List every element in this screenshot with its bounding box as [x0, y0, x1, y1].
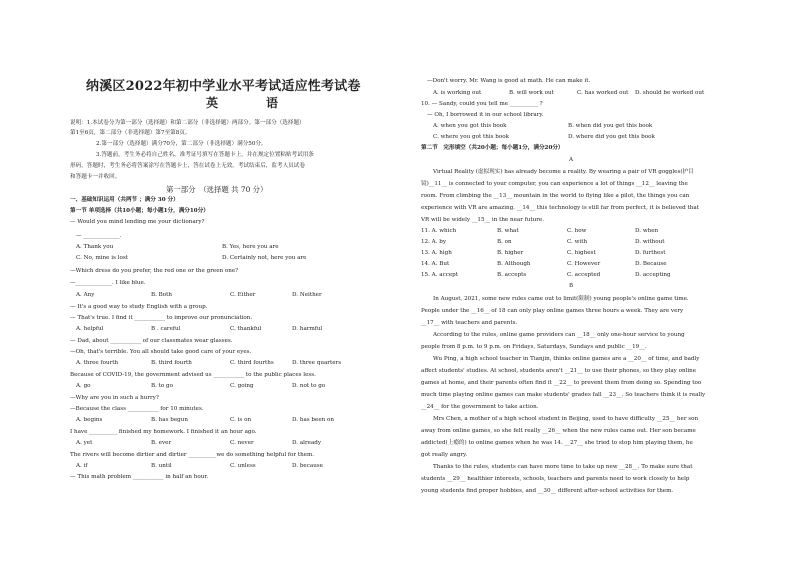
passage-b-label: B	[568, 283, 574, 289]
passage-line: young students find proper hobbies, and __30__ different after-school activities for them.	[421, 488, 674, 494]
question-stem: — This math problem ___________ in half an hour.	[70, 474, 209, 480]
cloze-option: 13. A. high	[421, 250, 452, 256]
question-stem: 10. — Sandy, could you tell me __________ ?	[421, 101, 543, 107]
option-A: A. begins	[76, 417, 103, 423]
question-stem: — It's a good way to study English with a group.	[70, 304, 208, 310]
option-A: A. is working out	[433, 90, 482, 96]
option-C: C. thankful	[230, 326, 262, 332]
section1-1-heading: 第一节 单项选择（共10小题；每小题1分，满分10分）	[70, 208, 209, 214]
question-stem: Because of COVID-19, the government advised us ___________ to the public places less.	[70, 372, 316, 378]
question-stem: — Dad, about ___________ of our classmates wear glasses.	[70, 338, 233, 344]
option-A: A. Any	[76, 292, 95, 298]
instruction-line: 第1至6页，第二部分（非选择题）第7至第8页。	[70, 130, 191, 136]
instruction-line: 3.答题前，考生务必将自己姓名、准考证号填写在答题卡上，并在规定位置粘贴考试用条	[96, 152, 314, 158]
cloze-option: C. accepted	[567, 272, 601, 278]
question-stem: —Which dress do you prefer, the red one or the green one?	[70, 268, 239, 274]
option-A: A. yet	[76, 440, 93, 446]
question-dialog: — _____________.	[76, 233, 122, 239]
cloze-option: C. how	[567, 228, 587, 234]
option-A: A. three fourth	[76, 360, 119, 366]
cloze-option: D. when	[635, 228, 659, 234]
question-dialog: —Don't worry. Mr. Wang is good at math. He can make it.	[427, 78, 591, 84]
question-dialog: —Because the class ___________ for 10 minutes.	[70, 406, 204, 412]
instruction-line: 2.第一部分（选择题）满分70分，第二部分（非选择题）满分50分。	[96, 141, 267, 147]
option-D: D. where did you get this book	[568, 134, 655, 140]
passage-line: Virtual Reality (虚拟现实) has already become a reality. By wearing a pair of VR goggles(护目	[433, 169, 694, 175]
section1-2-heading: 第二节 完形填空（共20小题；每小题1分，满分20分）	[421, 145, 564, 151]
cloze-option: D. accepting	[635, 272, 671, 278]
cloze-option: B. higher	[497, 250, 524, 256]
option-C: C. never	[230, 440, 254, 446]
cloze-option: B. Although	[497, 261, 531, 267]
question-dialog: —_____________. I like blue.	[70, 280, 146, 286]
passage-line: addicted(上瘾的) to online games when he was 14. __27__ she tried to stop him playing them, he	[421, 440, 693, 446]
option-A: A. Thank you	[76, 244, 114, 250]
passage-line: __17__ with teachers and parents.	[421, 320, 518, 326]
passage-line: Thanks to the rules, students can have more time to take up new __28__. To make sure that	[433, 464, 693, 470]
exam-title: 纳溪区2022年初中学业水平考试适应性考试卷	[86, 79, 361, 94]
passage-line: room. From climbing the __13__ mountain in the world to flying like a pilot, the things you can	[421, 193, 690, 199]
option-C: C. No, mine is lost	[76, 255, 128, 261]
part1-heading: 第一部分 （选择题 共 70 分）	[166, 185, 268, 194]
question-dialog: — That's true. I find it ___________ to improve our pronunciation.	[70, 315, 253, 321]
section1-heading: 一、基础知识运用（共两节 ；满分 30 分）	[70, 197, 179, 203]
option-B: B. will work out	[509, 90, 554, 96]
passage-line: games at home, and their parents often find it __22__ to prevent them from doing so. Spending too	[421, 380, 702, 386]
passage-line: According to the rules, online game providers can __18__ only one-hour service to young	[433, 332, 685, 338]
option-C: C. third fourths	[230, 360, 274, 366]
cloze-option: C. highest	[567, 250, 596, 256]
cloze-option: 14. A. But	[421, 261, 450, 267]
question-dialog: —Oh, that's terrible. You all should take good care of your eyes.	[70, 349, 252, 355]
option-B: B. has begun	[151, 417, 188, 423]
cloze-option: D. without	[635, 239, 665, 245]
question-stem: —Why are you in such a hurry?	[70, 395, 159, 401]
option-B: B. to go	[151, 383, 174, 389]
option-A: A. go	[76, 383, 91, 389]
cloze-option: 11. A. which	[421, 228, 457, 234]
option-D: D. because	[292, 463, 323, 469]
passage-line: __24__ for the government to take action.	[421, 404, 539, 410]
cloze-option: C. with	[567, 239, 588, 245]
passage-line: got really angry.	[421, 452, 468, 458]
instruction-line: 形码。答题时，考生务必将答案涂写在答题卡上，答在试卷上无效。考试结束后，监考人员试卷	[70, 163, 305, 169]
option-B: B. third fourth	[151, 360, 192, 366]
passage-line: Wu Ping, a high school teacher in Tianjin, thinks online games are a __20__ of time, and badly	[433, 356, 700, 362]
cloze-option: 15. A. accept	[421, 272, 459, 278]
cloze-option: D. furthest	[635, 250, 666, 256]
passage-line: In August, 2021, some new rules came out to limit(限制) young people's online game time.	[433, 296, 689, 302]
option-A: A. helpful	[76, 326, 104, 332]
cloze-option: B. accepts	[497, 272, 527, 278]
passage-line: Mrs Chen, a mother of a high school student in Beijing, used to have difficulty __25__ her son	[433, 416, 699, 422]
option-A: A. if	[76, 463, 88, 469]
option-C: C. is on	[230, 417, 252, 423]
passage-line: students __29__ healthier interests, schools, teachers and parents need to work closely to help	[421, 476, 690, 482]
option-B: B. Both	[151, 292, 172, 298]
option-C: C. unless	[230, 463, 256, 469]
passage-line: experience with VR are amazing. __14__ this technology is still far from perfect, it is believed that	[421, 205, 699, 211]
passage-line: VR will be widely __15__ in the near future.	[421, 217, 545, 223]
question-stem: The rivers will become dirtier and dirtier __________we do something helpful for them.	[70, 452, 315, 458]
option-B: B. until	[151, 463, 172, 469]
passage-line: People under the __16__ of 18 can only play online games three hours a week. They are very	[421, 308, 684, 314]
passage-line: affect students' studies. At school, students aren't __21__ to use their phones, so they play online	[421, 368, 697, 374]
passage-line: much time playing online games can make students' grades fall __23__. So teachers think it is really	[421, 392, 706, 398]
cloze-option: 12. A. by	[421, 239, 447, 245]
instruction-line: 说明：1.本试卷分为第一部分（选择题）和第二部分（非选择题）两部分。第一部分（选择题）	[70, 120, 305, 126]
option-D: D. not to go	[292, 383, 326, 389]
option-A: A. when you got this book	[433, 123, 507, 129]
option-D: D. has been on	[292, 417, 334, 423]
passage-line: 镜)__11__ is connected to your computer, you can experience a lot of things __12__ leaving the	[421, 181, 688, 187]
passage-line: away from online games, so she felt really __26__ when the new rules came out. Her son became	[421, 428, 696, 434]
option-C: C. where you got this book	[433, 134, 509, 140]
option-C: C. Either	[230, 292, 256, 298]
option-D: D. harmful	[292, 326, 323, 332]
option-D: D. Neither	[292, 292, 322, 298]
cloze-option: C. However	[567, 261, 601, 267]
cloze-option: B. what	[497, 228, 519, 234]
subject-title: 英 语	[206, 96, 297, 110]
option-D: D. three quarters	[292, 360, 342, 366]
option-C: C. has worked out	[577, 90, 629, 96]
passage-line: people from 8 p.m. to 9 p.m. on Fridays, Saturdays, Sundays and public __19__.	[421, 344, 647, 350]
option-B: B. ever	[151, 440, 172, 446]
instruction-line: 和答题卡一并收回。	[70, 174, 121, 180]
question-dialog: — Oh, I borrowed it in our school library.	[427, 112, 544, 118]
question-stem: I have __________ finished my homework. I finished it an hour ago.	[70, 429, 257, 435]
cloze-option: D. Because	[635, 261, 667, 267]
question-stem: — Would you mind lending me your dictionary?	[70, 219, 205, 225]
cloze-option: B. on	[497, 239, 512, 245]
option-B: B. when did you get this book	[568, 123, 653, 129]
passage-a-label: A	[568, 157, 574, 163]
option-D: D. should be worked out	[635, 90, 705, 96]
option-D: D. already	[292, 440, 322, 446]
option-C: C. going	[230, 383, 254, 389]
option-B: B . careful	[151, 326, 181, 332]
option-D: D. Certainly not, here you are	[222, 255, 307, 261]
option-B: B. Yes, here you are	[222, 244, 279, 250]
